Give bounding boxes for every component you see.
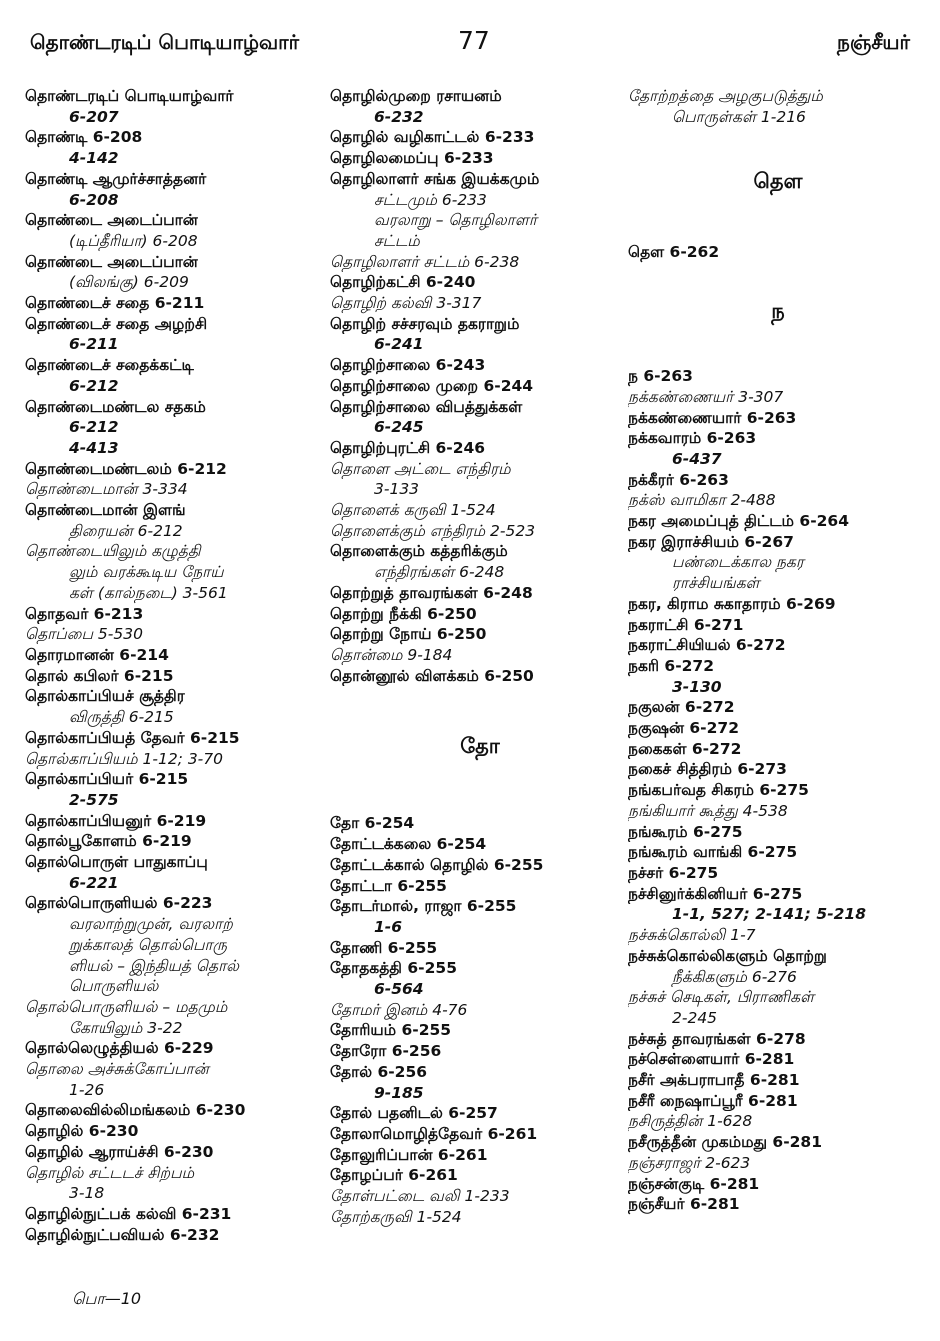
index-entry-heading: நங்கபர்வத சிகரம் 6-275 bbox=[628, 781, 809, 800]
index-entry-heading: தொளைக்கும் எந்திரம் 2-523 bbox=[330, 521, 536, 540]
index-entry-heading: நக்கண்ணையர் 3-307 bbox=[628, 387, 784, 406]
index-entry bbox=[25, 749, 325, 770]
index-entry-subline: 3-130 bbox=[672, 677, 722, 696]
index-entry-heading: நச்சர் 6-275 bbox=[628, 863, 719, 882]
index-entry bbox=[628, 1091, 928, 1112]
index-entry-heading: நஞ்சராஜர் 2-623 bbox=[628, 1153, 751, 1172]
index-entry bbox=[628, 366, 928, 387]
index-entry-heading: நகைகள் 6-272 bbox=[628, 739, 742, 758]
index-entry-subline: வரலாற்றுமுன், வரலாற் bbox=[69, 915, 233, 934]
index-entry-subline: 6-241 bbox=[374, 335, 424, 354]
index-entry bbox=[25, 479, 325, 500]
index-entry bbox=[628, 86, 928, 127]
index-entry-subline: 9-185 bbox=[374, 1083, 424, 1102]
index-entry-subline: றுக்காலத் தொல்பொரு bbox=[69, 935, 227, 954]
index-entry bbox=[25, 1163, 325, 1204]
page-header bbox=[30, 26, 910, 64]
index-entry-heading: தொழிலாளர் சங்க இயக்கமும் bbox=[330, 169, 540, 188]
index-entry bbox=[628, 532, 928, 594]
index-entry-heading: தொழிற் கல்வி 3-317 bbox=[330, 294, 482, 313]
index-entry bbox=[330, 272, 630, 293]
index-entry bbox=[25, 1038, 325, 1059]
index-entry bbox=[330, 876, 630, 897]
index-entry-heading: நங்கூரம் வாங்கி 6-275 bbox=[628, 843, 798, 862]
index-entry bbox=[628, 884, 928, 925]
index-entry bbox=[25, 500, 325, 541]
index-entry bbox=[25, 624, 325, 645]
index-entry bbox=[628, 428, 928, 469]
index-entry-heading: தோரோ 6-256 bbox=[330, 1042, 442, 1061]
index-entry-heading: தொல்காப்பியம் 1-12; 3-70 bbox=[25, 749, 224, 768]
index-entry-heading: தோட்டக்கலை 6-254 bbox=[330, 835, 487, 854]
index-entry bbox=[628, 759, 928, 780]
index-entry bbox=[628, 511, 928, 532]
index-entry-heading: தொண்டைமான் 3-334 bbox=[25, 480, 188, 499]
index-entry-heading: நஞ்சன்குடி 6-281 bbox=[628, 1174, 760, 1193]
index-entry-heading: தோழப்பர் 6-261 bbox=[330, 1166, 458, 1185]
index-entry-heading: நகர அமைப்புத் திட்டம் 6-264 bbox=[628, 512, 850, 531]
index-entry-heading: நங்கியார் கூத்து 4-538 bbox=[628, 801, 788, 820]
index-entry bbox=[628, 408, 928, 429]
index-entry bbox=[25, 1059, 325, 1100]
index-entry-subline: (டிப்தீரியா) 6-208 bbox=[69, 231, 198, 250]
page-footer-signature: பொ—10 bbox=[72, 1289, 142, 1308]
index-entry-subline: 6-245 bbox=[374, 418, 424, 437]
index-entry-heading: தொதவர் 6-213 bbox=[25, 604, 144, 623]
index-entry-subline: பொருள்கள் 1-216 bbox=[672, 107, 806, 126]
index-entry bbox=[25, 686, 325, 727]
index-entry bbox=[25, 645, 325, 666]
index-entry-heading: தொற்று நோய் 6-250 bbox=[330, 625, 487, 644]
index-entry-heading: நகராட்சியியல் 6-272 bbox=[628, 636, 786, 655]
index-entry bbox=[25, 355, 325, 396]
index-entry bbox=[25, 769, 325, 810]
index-entry-heading: நஞ்சீயர் 6-281 bbox=[628, 1195, 740, 1214]
index-entry-heading: தொண்டைச் சதை அழற்சி bbox=[25, 314, 208, 333]
index-entry bbox=[330, 1186, 630, 1207]
index-entry-subline: 6-211 bbox=[69, 335, 119, 354]
index-entry-heading: தொழிலாளர் சட்டம் 6-238 bbox=[330, 252, 520, 271]
index-entry-heading: நச்சுக்கொல்லி 1-7 bbox=[628, 926, 756, 945]
index-entry-heading: தொன்னூல் விளக்கம் 6-250 bbox=[330, 666, 534, 685]
index-entry-heading: தொழில்நுட்பவியல் 6-232 bbox=[25, 1225, 220, 1244]
index-entry-subline: 6-212 bbox=[69, 418, 119, 437]
index-entry bbox=[628, 1070, 928, 1091]
running-head-left: தொண்டரடிப் பொடியாழ்வார் bbox=[30, 30, 300, 54]
index-entry bbox=[330, 1103, 630, 1124]
index-entry-heading: தொலைவில்லிமங்கலம் 6-230 bbox=[25, 1101, 246, 1120]
index-entry-heading: தெள 6-262 bbox=[628, 243, 720, 262]
index-entry bbox=[330, 583, 630, 604]
index-entry-subline: சட்டம் bbox=[374, 231, 420, 250]
index-entry-heading: தொல்பொருளியல் 6-223 bbox=[25, 894, 213, 913]
index-entry-heading: நகராட்சி 6-271 bbox=[628, 615, 744, 634]
index-entry bbox=[628, 822, 928, 843]
index-entry bbox=[628, 780, 928, 801]
index-column-3 bbox=[628, 86, 928, 1215]
index-entry bbox=[330, 1062, 630, 1103]
index-entry-heading: தொளைக் கருவி 1-524 bbox=[330, 501, 496, 520]
index-entry bbox=[25, 252, 325, 293]
index-entry bbox=[25, 314, 325, 355]
index-entry-subline: 6-208 bbox=[69, 190, 119, 209]
index-entry-heading: ந 6-263 bbox=[628, 367, 693, 386]
index-entry-subline: பண்டைக்கால நகர bbox=[672, 553, 804, 572]
index-entry-heading: தொழிற்சாலை 6-243 bbox=[330, 356, 486, 375]
index-entry-heading: தோல் பதனிடல் 6-257 bbox=[330, 1104, 498, 1123]
index-column-2 bbox=[330, 86, 630, 1227]
index-entry bbox=[628, 801, 928, 822]
index-entry-heading: தொளைக்கும் கத்தரிக்கும் bbox=[330, 542, 508, 561]
index-entry bbox=[628, 987, 928, 1028]
index-entry-subline: எந்திரங்கள் 6-248 bbox=[374, 563, 505, 582]
index-entry bbox=[330, 521, 630, 542]
index-entry bbox=[25, 852, 325, 893]
index-entry bbox=[330, 855, 630, 876]
index-entry-subline: பொருளியல் bbox=[69, 977, 159, 996]
index-entry bbox=[330, 169, 630, 252]
index-entry-heading: நக்கீரர் 6-263 bbox=[628, 470, 729, 489]
index-entry bbox=[628, 1132, 928, 1153]
index-entry-heading: தொண்டைமான் இளங் bbox=[25, 501, 186, 520]
index-entry-heading: தொல்பொருளியல் – மதமும் bbox=[25, 997, 228, 1016]
index-entry-heading: தொரமானன் 6-214 bbox=[25, 645, 169, 664]
index-entry-heading: தொற்றுத் தாவரங்கள் 6-248 bbox=[330, 583, 533, 602]
index-entry-heading: தொண்டி 6-208 bbox=[25, 128, 143, 147]
index-entry-heading: தொண்டை அடைப்பான் bbox=[25, 252, 198, 271]
index-entry bbox=[628, 594, 928, 615]
index-entry-heading: தோமர் இனம் 4-76 bbox=[330, 1000, 468, 1019]
index-entry-heading: தொழில் ஆராய்ச்சி 6-230 bbox=[25, 1142, 214, 1161]
index-entry-heading: நகைச் சித்திரம் 6-273 bbox=[628, 760, 787, 779]
index-entry bbox=[25, 169, 325, 210]
index-entry-subline: 1-1, 527; 2-141; 5-218 bbox=[672, 905, 866, 924]
index-entry bbox=[628, 1174, 928, 1195]
index-entry-heading: தொல்காப்பியச் சூத்திர bbox=[25, 687, 185, 706]
index-entry-heading: தொழில் வழிகாட்டல் 6-233 bbox=[330, 128, 535, 147]
index-entry bbox=[628, 863, 928, 884]
index-entry bbox=[628, 1153, 928, 1174]
index-entry-subline: 2-245 bbox=[672, 1008, 718, 1027]
index-entry bbox=[25, 1100, 325, 1121]
index-entry bbox=[330, 314, 630, 355]
index-entry bbox=[25, 86, 325, 127]
index-entry-subline: சட்டமும் 6-233 bbox=[374, 190, 487, 209]
index-entry bbox=[628, 925, 928, 946]
index-entry-heading: தொழிலமைப்பு 6-233 bbox=[330, 149, 494, 168]
index-entry bbox=[330, 938, 630, 959]
index-entry-heading: தொல்லெழுத்தியல் 6-229 bbox=[25, 1039, 214, 1058]
index-entry bbox=[330, 1145, 630, 1166]
index-entry-subline: ராச்சியங்கள் bbox=[672, 574, 760, 593]
index-entry bbox=[330, 438, 630, 459]
index-entry bbox=[628, 946, 928, 987]
index-entry-heading: தொண்டையிலும் கழுத்தி bbox=[25, 542, 201, 561]
index-entry-heading: நகுஷன் 6-272 bbox=[628, 719, 739, 738]
index-entry-subline: நீக்கிகளும் 6-276 bbox=[672, 967, 797, 986]
index-entry bbox=[330, 86, 630, 127]
index-entry-heading: தோற்றத்தை அழகுபடுத்தும் bbox=[628, 87, 823, 105]
index-entry bbox=[330, 1041, 630, 1062]
index-entry bbox=[628, 490, 928, 511]
section-heading: தெள bbox=[753, 169, 803, 194]
index-entry-heading: தோள்பட்டை வலி 1-233 bbox=[330, 1187, 510, 1206]
index-entry bbox=[25, 210, 325, 251]
index-entry-heading: தொழிற்சாலை முறை 6-244 bbox=[330, 376, 534, 395]
index-entry-heading: தோரியம் 6-255 bbox=[330, 1021, 452, 1040]
index-entry bbox=[628, 1111, 928, 1132]
index-entry-heading: நக்கவாரம் 6-263 bbox=[628, 429, 757, 448]
index-entry bbox=[25, 893, 325, 997]
index-entry-heading: தோலுரிப்பான் 6-261 bbox=[330, 1145, 488, 1164]
index-entry bbox=[330, 1000, 630, 1021]
index-entry-heading: நச்சுத் தாவரங்கள் 6-278 bbox=[628, 1029, 806, 1048]
index-entry-heading: தொழிற் சச்சரவும் தகராறும் bbox=[330, 314, 520, 333]
index-entry bbox=[330, 958, 630, 999]
index-entry-subline: 4-413 bbox=[69, 438, 119, 457]
index-entry-heading: நசீர் அக்பராபாதீ 6-281 bbox=[628, 1071, 800, 1090]
index-entry bbox=[25, 397, 325, 459]
index-entry-heading: தொல்பூகோளம் 6-219 bbox=[25, 832, 192, 851]
index-entry bbox=[628, 635, 928, 656]
index-entry-subline: (விலங்கு) 6-209 bbox=[69, 273, 189, 292]
index-entry-heading: தொழில் 6-230 bbox=[25, 1122, 139, 1141]
index-column-1 bbox=[25, 86, 325, 1245]
index-entry-heading: நச்சுச் செடிகள், பிராணிகள் bbox=[628, 988, 815, 1007]
index-entry bbox=[330, 376, 630, 397]
index-entry bbox=[25, 997, 325, 1038]
index-entry bbox=[628, 656, 928, 697]
index-entry bbox=[25, 604, 325, 625]
index-entry bbox=[25, 1142, 325, 1163]
index-entry-subline: வரலாறு – தொழிலாளர் bbox=[374, 211, 537, 230]
index-entry-heading: தொண்டை அடைப்பான் bbox=[25, 211, 198, 230]
index-entry bbox=[330, 896, 630, 937]
index-entry-subline: 6-207 bbox=[69, 107, 119, 126]
index-entry-heading: தோட்டா 6-255 bbox=[330, 876, 447, 895]
index-entry-subline: 3-18 bbox=[69, 1184, 105, 1203]
index-entry-heading: நசீருத்தீன் முகம்மது 6-281 bbox=[628, 1133, 822, 1152]
index-entry bbox=[628, 615, 928, 636]
index-entry-heading: தொழில்முறை ரசாயனம் bbox=[330, 87, 502, 105]
index-entry bbox=[628, 1049, 928, 1070]
index-entry-subline: கோயிலும் 3-22 bbox=[69, 1018, 183, 1037]
index-entry-subline: 3-133 bbox=[374, 480, 420, 499]
index-entry-heading: தொல்காப்பியர் 6-215 bbox=[25, 770, 189, 789]
index-entry-heading: தொலை அச்சுக்கோப்பான் bbox=[25, 1060, 209, 1079]
index-entry bbox=[330, 666, 630, 687]
index-entry bbox=[330, 252, 630, 273]
index-entry-heading: தோல் 6-256 bbox=[330, 1062, 428, 1081]
index-entry-heading: தொல்காப்பியத் தேவர் 6-215 bbox=[25, 728, 240, 747]
index-entry-heading: தொழிற்புரட்சி 6-246 bbox=[330, 438, 486, 457]
index-entry-heading: தொல்காப்பியனுர் 6-219 bbox=[25, 811, 207, 830]
index-entry bbox=[330, 293, 630, 314]
index-entry-subline: லும் வரக்கூடிய நோய் bbox=[69, 563, 224, 582]
index-entry-heading: நகர இராச்சியம் 6-267 bbox=[628, 532, 794, 551]
index-entry-heading: தோடர்மால், ராஜா 6-255 bbox=[330, 897, 517, 916]
index-entry bbox=[628, 739, 928, 760]
index-entry bbox=[25, 541, 325, 603]
index-entry bbox=[330, 604, 630, 625]
index-entry-heading: தொண்டரடிப் பொடியாழ்வார் bbox=[25, 87, 234, 105]
index-entry bbox=[330, 645, 630, 666]
index-entry-heading: தோணி 6-255 bbox=[330, 938, 438, 957]
index-entry bbox=[25, 459, 325, 480]
index-entry-heading: தொளை அட்டை எந்திரம் bbox=[330, 459, 511, 478]
index-entry bbox=[330, 397, 630, 438]
index-entry-heading: தொல்பொருள் பாதுகாப்பு bbox=[25, 853, 208, 872]
index-entry-heading: நசீரீ நைஷாப்பூரீ 6-281 bbox=[628, 1091, 798, 1110]
index-entry bbox=[330, 834, 630, 855]
index-entry-heading: தோ 6-254 bbox=[330, 814, 415, 833]
index-entry bbox=[628, 842, 928, 863]
index-entry-heading: நகுலன் 6-272 bbox=[628, 698, 735, 717]
index-entry-subline: ளியல் – இந்தியத் தொல் bbox=[69, 956, 240, 975]
index-entry bbox=[330, 1207, 630, 1228]
index-entry bbox=[628, 1194, 928, 1215]
index-entry bbox=[25, 127, 325, 168]
index-entry bbox=[25, 831, 325, 852]
index-entry-heading: தொண்டைச் சதைக்கட்டி bbox=[25, 356, 194, 375]
index-entry bbox=[25, 811, 325, 832]
index-entry-heading: தொண்டைமண்டலம் 6-212 bbox=[25, 459, 227, 478]
index-entry bbox=[330, 1020, 630, 1041]
index-entry bbox=[330, 541, 630, 582]
index-entry bbox=[628, 242, 928, 263]
index-entry-heading: நங்கூரம் 6-275 bbox=[628, 822, 743, 841]
index-entry bbox=[330, 355, 630, 376]
index-entry-subline: 4-142 bbox=[69, 149, 119, 168]
index-entry-heading: தொப்பை 5-530 bbox=[25, 625, 143, 644]
index-entry bbox=[330, 1165, 630, 1186]
index-entry-subline: 6-437 bbox=[672, 449, 722, 468]
index-entry bbox=[628, 697, 928, 718]
index-entry-heading: நச்செள்ளையார் 6-281 bbox=[628, 1050, 795, 1069]
index-entry-subline: 6-221 bbox=[69, 873, 119, 892]
index-entry bbox=[628, 1029, 928, 1050]
index-entry-heading: தோதகத்தி 6-255 bbox=[330, 959, 457, 978]
index-entry bbox=[25, 728, 325, 749]
index-entry-heading: தோட்டக்கால் தொழில் 6-255 bbox=[330, 855, 544, 874]
index-entry-subline: விருத்தி 6-215 bbox=[69, 708, 174, 727]
index-entry-heading: தொண்டைச் சதை 6-211 bbox=[25, 294, 205, 313]
index-entry bbox=[330, 1124, 630, 1145]
index-entry-subline: 6-232 bbox=[374, 107, 424, 126]
page-number: 77 bbox=[458, 26, 490, 55]
index-entry-heading: தொழில்நுட்பக் கல்வி 6-231 bbox=[25, 1204, 232, 1223]
index-entry-subline: 6-564 bbox=[374, 980, 424, 999]
index-entry-heading: தொழிற்சாலை விபத்துக்கள் bbox=[330, 397, 523, 416]
index-entry-heading: நசிருத்தின் 1-628 bbox=[628, 1112, 753, 1131]
index-entry bbox=[330, 500, 630, 521]
section-heading: ந bbox=[771, 299, 785, 324]
index-entry-heading: தொண்டி ஆமுர்ச்சாத்தனர் bbox=[25, 169, 207, 188]
index-entry bbox=[330, 813, 630, 834]
index-entry bbox=[330, 148, 630, 169]
index-entry-heading: தொன்மை 9-184 bbox=[330, 645, 453, 664]
index-entry-heading: தொண்டைமண்டல சதகம் bbox=[25, 397, 206, 416]
index-entry bbox=[25, 293, 325, 314]
index-entry-subline: திரையன் 6-212 bbox=[69, 521, 183, 540]
index-entry-heading: தோலாமொழித்தேவர் 6-261 bbox=[330, 1124, 538, 1143]
index-entry bbox=[330, 624, 630, 645]
index-entry bbox=[628, 470, 928, 491]
index-entry-subline: 6-212 bbox=[69, 376, 119, 395]
index-entry bbox=[330, 459, 630, 500]
index-entry-heading: தோற்கருவி 1-524 bbox=[330, 1207, 462, 1226]
index-entry-heading: நகர, கிராம சுகாதாரம் 6-269 bbox=[628, 594, 836, 613]
running-head-right: நஞ்சீயர் bbox=[837, 30, 910, 54]
index-entry-heading: தொற்று நீக்கி 6-250 bbox=[330, 604, 477, 623]
index-entry-heading: நக்கண்ணையார் 6-263 bbox=[628, 408, 797, 427]
index-entry-subline: 1-6 bbox=[374, 917, 403, 936]
index-entry bbox=[25, 1121, 325, 1142]
index-entry bbox=[25, 666, 325, 687]
index-entry-heading: தொல் கபிலர் 6-215 bbox=[25, 666, 174, 685]
index-entry bbox=[25, 1204, 325, 1225]
index-entry-subline: கள் (கால்நடை) 3-561 bbox=[69, 583, 228, 602]
index-entry bbox=[330, 127, 630, 148]
index-entry-heading: நக்ஸ் வாமிகா 2-488 bbox=[628, 491, 776, 510]
index-entry-subline: 1-26 bbox=[69, 1080, 105, 1099]
index-entry bbox=[628, 387, 928, 408]
index-entry-heading: தொழில் சட்டடச் சிற்பம் bbox=[25, 1163, 195, 1182]
index-entry bbox=[25, 1225, 325, 1246]
index-entry bbox=[628, 718, 928, 739]
index-entry-subline: 2-575 bbox=[69, 790, 119, 809]
index-entry-heading: நச்சினுர்க்கினியர் 6-275 bbox=[628, 884, 803, 903]
section-heading: தோ bbox=[460, 734, 500, 759]
index-entry-heading: நச்சுக்கொல்லிகளும் தொற்று bbox=[628, 946, 827, 965]
index-entry-heading: நகரி 6-272 bbox=[628, 656, 714, 675]
index-entry-heading: தொழிற்கட்சி 6-240 bbox=[330, 273, 476, 292]
